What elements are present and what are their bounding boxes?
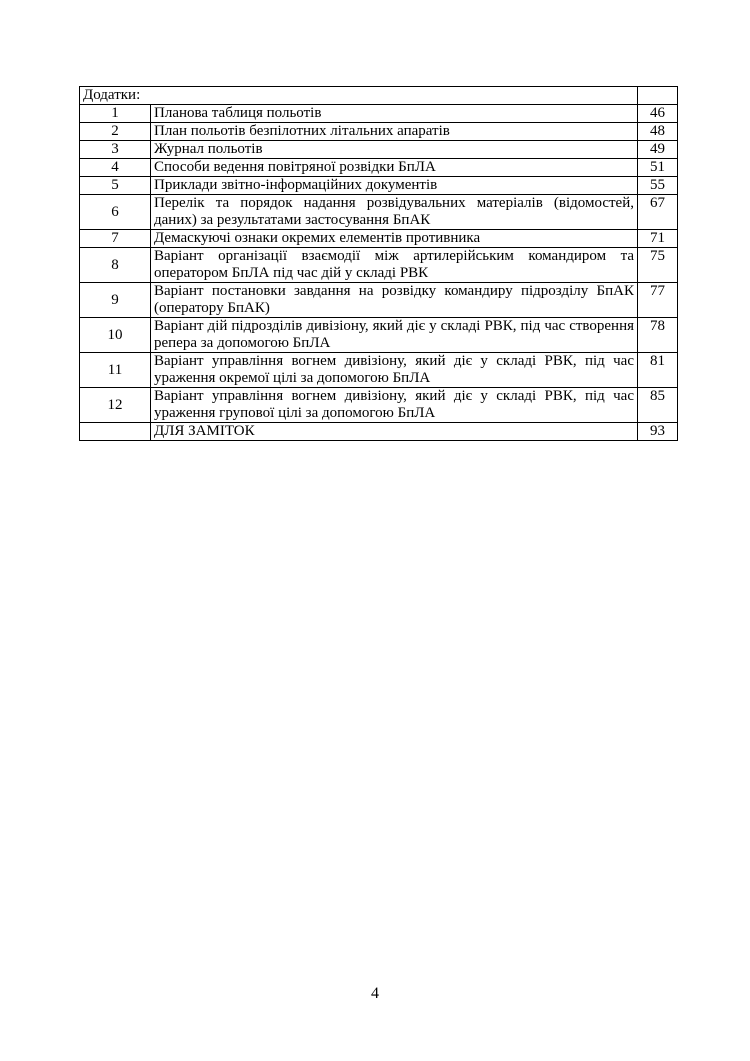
table-row (80, 388, 678, 423)
appendix-page: 55 (638, 177, 678, 195)
table-row (80, 177, 678, 195)
appendix-page: 81 (638, 353, 678, 388)
appendix-page: 46 (638, 105, 678, 123)
appendix-page: 49 (638, 141, 678, 159)
notes-page: 93 (638, 423, 678, 441)
table-row (80, 159, 678, 177)
table-row (80, 123, 678, 141)
appendix-page: 67 (638, 195, 678, 230)
table-row (80, 195, 678, 230)
table-row (80, 318, 678, 353)
appendix-page: 71 (638, 230, 678, 248)
appendix-page: 51 (638, 159, 678, 177)
appendix-number: 3 (80, 141, 151, 159)
appendix-title: Варіант управління вогнем дивізіону, який діє у складі РВК, під час ураження окремої цілі за допомогою БпЛА (151, 353, 638, 388)
appendix-number: 10 (80, 318, 151, 353)
appendix-header-page-cell (638, 87, 678, 105)
table-row (80, 105, 678, 123)
appendix-page: 48 (638, 123, 678, 141)
appendix-title: Перелік та порядок надання розвідувальних матеріалів (відомостей, даних) за результатами застосування БпАК (151, 195, 638, 230)
appendix-header: Додатки: (80, 87, 638, 105)
appendix-number: 2 (80, 123, 151, 141)
appendix-number: 7 (80, 230, 151, 248)
appendix-title: Демаскуючі ознаки окремих елементів противника (151, 230, 638, 248)
page-number: 4 (371, 985, 379, 1002)
appendix-table (79, 86, 678, 441)
appendix-number: 6 (80, 195, 151, 230)
table-row (80, 283, 678, 318)
appendix-title: Варіант організації взаємодії між артилерійським командиром та оператором БпЛА під час дій у складі РВК (151, 248, 638, 283)
appendix-title: Варіант постановки завдання на розвідку командиру підрозділу БпАК (оператору БпАК) (151, 283, 638, 318)
appendix-page: 75 (638, 248, 678, 283)
appendix-title: Журнал польотів (151, 141, 638, 159)
table-row (80, 141, 678, 159)
appendix-number: 8 (80, 248, 151, 283)
appendix-page: 77 (638, 283, 678, 318)
appendix-header-row (80, 87, 678, 105)
table-row (80, 353, 678, 388)
appendix-number: 1 (80, 105, 151, 123)
appendix-page: 78 (638, 318, 678, 353)
appendix-title: План польотів безпілотних літальних апаратів (151, 123, 638, 141)
appendix-title: Приклади звітно-інформаційних документів (151, 177, 638, 195)
notes-title: ДЛЯ ЗАМІТОК (151, 423, 638, 441)
notes-number-cell (80, 423, 151, 441)
appendix-page: 85 (638, 388, 678, 423)
appendix-table-body (80, 87, 678, 441)
notes-row (80, 423, 678, 441)
table-row (80, 230, 678, 248)
appendix-number: 4 (80, 159, 151, 177)
appendix-number: 9 (80, 283, 151, 318)
appendix-number: 11 (80, 353, 151, 388)
appendix-number: 12 (80, 388, 151, 423)
appendix-title: Варіант управління вогнем дивізіону, який діє у складі РВК, під час ураження групової цілі за допомогою БпЛА (151, 388, 638, 423)
appendix-title: Варіант дій підрозділів дивізіону, який діє у складі РВК, під час створення репера за допомогою БпЛА (151, 318, 638, 353)
appendix-title: Планова таблиця польотів (151, 105, 638, 123)
appendix-title: Способи ведення повітряної розвідки БпЛА (151, 159, 638, 177)
appendix-number: 5 (80, 177, 151, 195)
table-row (80, 248, 678, 283)
